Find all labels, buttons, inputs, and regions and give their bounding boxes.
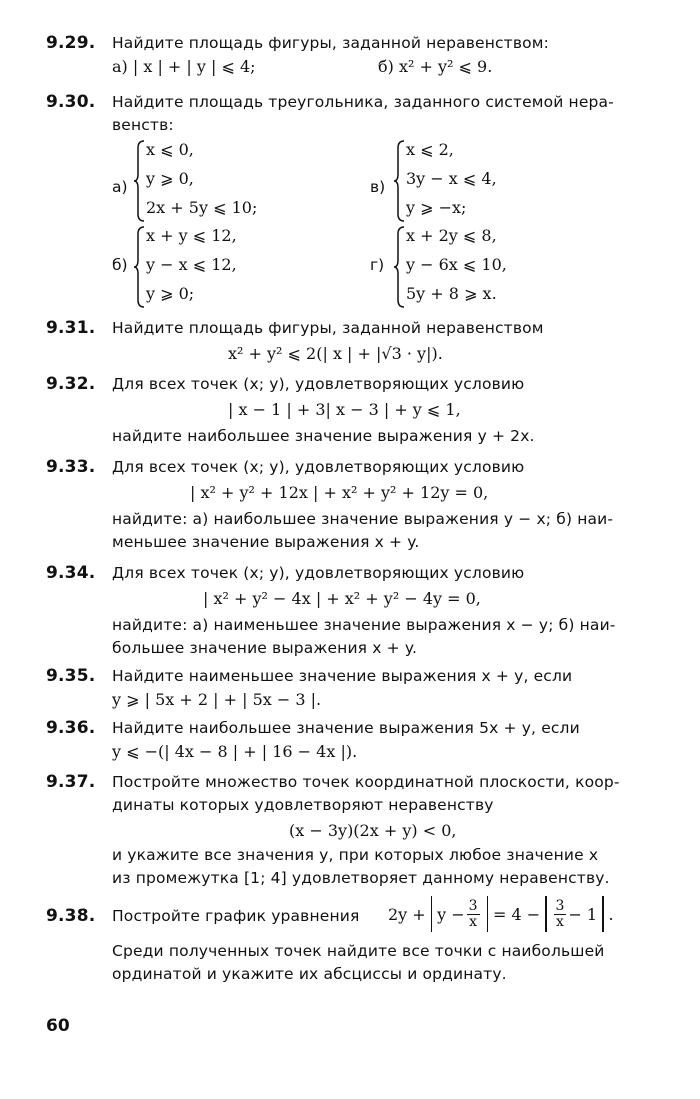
abs-bar-right-1 <box>487 896 488 932</box>
problem-9-35-statement-line1: Найдите наименьшее значение выражения x + y, если <box>112 667 573 685</box>
problem-9-29-part-b: б) x² + y² ⩽ 9. <box>378 57 493 76</box>
problem-9-37-formula: (x − 3y)(2x + y) < 0, <box>289 821 457 840</box>
system-g-line-3: 5y + 8 ⩾ x. <box>406 284 497 303</box>
problem-number-9-38: 9.38. <box>46 906 96 926</box>
system-a-line-1: x ⩽ 0, <box>146 140 194 159</box>
fraction-numerator-2: 3 <box>555 897 565 914</box>
fraction-denominator-2: x <box>556 913 564 930</box>
brace-system-g <box>393 226 405 308</box>
problem-9-36-statement-line1: Найдите наибольшее значение выражения 5x + y, если <box>112 719 580 737</box>
problem-9-33-statement: Для всех точек (x; y), удовлетворяющих условию <box>112 458 525 476</box>
abs-bar-left-1 <box>431 896 432 932</box>
brace-system-b <box>133 226 145 308</box>
problem-number-9-30: 9.30. <box>46 92 96 112</box>
system-g-line-2: y − 6x ⩽ 10, <box>406 255 507 274</box>
problem-9-37-question-line2: из промежутка [1; 4] удовлетворяет данному неравенству. <box>112 869 610 887</box>
problem-number-9-33: 9.33. <box>46 457 96 477</box>
problem-9-38-question-line1: Среди полученных точек найдите все точки с наибольшей <box>112 942 605 960</box>
problem-9-29-statement: Найдите площадь фигуры, заданной неравенством: <box>112 34 549 52</box>
problem-9-32-statement: Для всех точек (x; y), удовлетворяющих условию <box>112 375 525 393</box>
page-number: 60 <box>46 1016 70 1036</box>
problem-number-9-29: 9.29. <box>46 33 96 53</box>
brace-system-v <box>393 140 405 222</box>
problem-9-37-question-line1: и укажите все значения y, при которых любое значение x <box>112 846 599 864</box>
problem-9-37-statement-line2: динаты которых удовлетворяют неравенству <box>112 796 494 814</box>
system-b-line-3: y ⩾ 0; <box>146 284 195 303</box>
problem-9-32-formula: | x − 1 | + 3| x − 3 | + y ⩽ 1, <box>228 400 461 419</box>
problem-number-9-37: 9.37. <box>46 772 96 792</box>
brace-system-a <box>133 140 145 222</box>
system-a-line-3: 2x + 5y ⩽ 10; <box>146 198 258 217</box>
problem-9-36-statement-line2: y ⩽ −(| 4x − 8 | + | 16 − 4x |). <box>112 742 358 761</box>
system-v-line-3: y ⩾ −x; <box>406 198 467 217</box>
abs-bar-left-2 <box>545 896 546 932</box>
eq-mid: = 4 − <box>492 904 541 924</box>
eq-left: 2y + <box>388 904 426 924</box>
system-g-line-1: x + 2y ⩽ 8, <box>406 226 497 245</box>
fraction-numerator-1: 3 <box>468 897 478 914</box>
problem-9-32-question: найдите наибольшее значение выражения y + 2x. <box>112 427 535 445</box>
system-v-line-2: 3y − x ⩽ 4, <box>406 169 497 188</box>
problem-number-9-34: 9.34. <box>46 563 96 583</box>
problem-9-31-statement: Найдите площадь фигуры, заданной неравенством <box>112 319 544 337</box>
system-a-label: а) <box>112 178 128 196</box>
problem-9-35-statement-line2: y ⩾ | 5x + 2 | + | 5x − 3 |. <box>112 690 322 709</box>
system-v-label: в) <box>370 178 386 196</box>
problem-9-38-equation <box>388 894 614 934</box>
problem-number-9-36: 9.36. <box>46 718 96 738</box>
problem-9-34-statement: Для всех точек (x; y), удовлетворяющих условию <box>112 564 525 582</box>
problem-9-38-question-line2: ординатой и укажите их абсциссы и ординату. <box>112 965 507 983</box>
problem-9-34-question-line1: найдите: а) наименьшее значение выражения x − y; б) наи- <box>112 616 616 634</box>
system-b-line-1: x + y ⩽ 12, <box>146 226 237 245</box>
problem-9-34-formula: | x² + y² − 4x | + x² + y² − 4y = 0, <box>203 589 481 608</box>
system-b-label: б) <box>112 256 128 274</box>
problem-9-30-statement-line1: Найдите площадь треугольника, заданного системой нера- <box>112 93 614 111</box>
problem-9-37-statement-line1: Постройте множество точек координатной плоскости, коор- <box>112 773 620 791</box>
problem-9-31-formula: x² + y² ⩽ 2(| x | + |√3 · y|). <box>228 344 443 363</box>
eq-y-minus: y − <box>437 904 465 924</box>
problem-9-38-statement: Постройте график уравнения <box>112 907 360 925</box>
system-b-line-2: y − x ⩽ 12, <box>146 255 237 274</box>
system-a-line-2: y ⩾ 0, <box>146 169 194 188</box>
fraction-3-over-x-1 <box>467 899 480 930</box>
system-g-label: г) <box>370 256 385 274</box>
problem-9-30-statement-line2: венств: <box>112 116 174 134</box>
eq-minus-one: − 1 <box>568 904 598 924</box>
abs-bar-right-2 <box>602 896 603 932</box>
problem-number-9-35: 9.35. <box>46 666 96 686</box>
problem-9-29-part-a: а) | x | + | y | ⩽ 4; <box>112 57 256 76</box>
problem-number-9-32: 9.32. <box>46 374 96 394</box>
problem-9-33-question-line1: найдите: а) наибольшее значение выражения y − x; б) наи- <box>112 510 614 528</box>
problem-9-33-formula: | x² + y² + 12x | + x² + y² + 12y = 0, <box>190 483 489 502</box>
system-v-line-1: x ⩽ 2, <box>406 140 454 159</box>
eq-end: . <box>608 904 614 924</box>
problem-9-33-question-line2: меньшее значение выражения x + y. <box>112 533 420 551</box>
problem-number-9-31: 9.31. <box>46 318 96 338</box>
problem-9-34-question-line2: большее значение выражения x + y. <box>112 639 418 657</box>
fraction-3-over-x-2 <box>554 899 567 930</box>
fraction-denominator-1: x <box>469 913 478 930</box>
